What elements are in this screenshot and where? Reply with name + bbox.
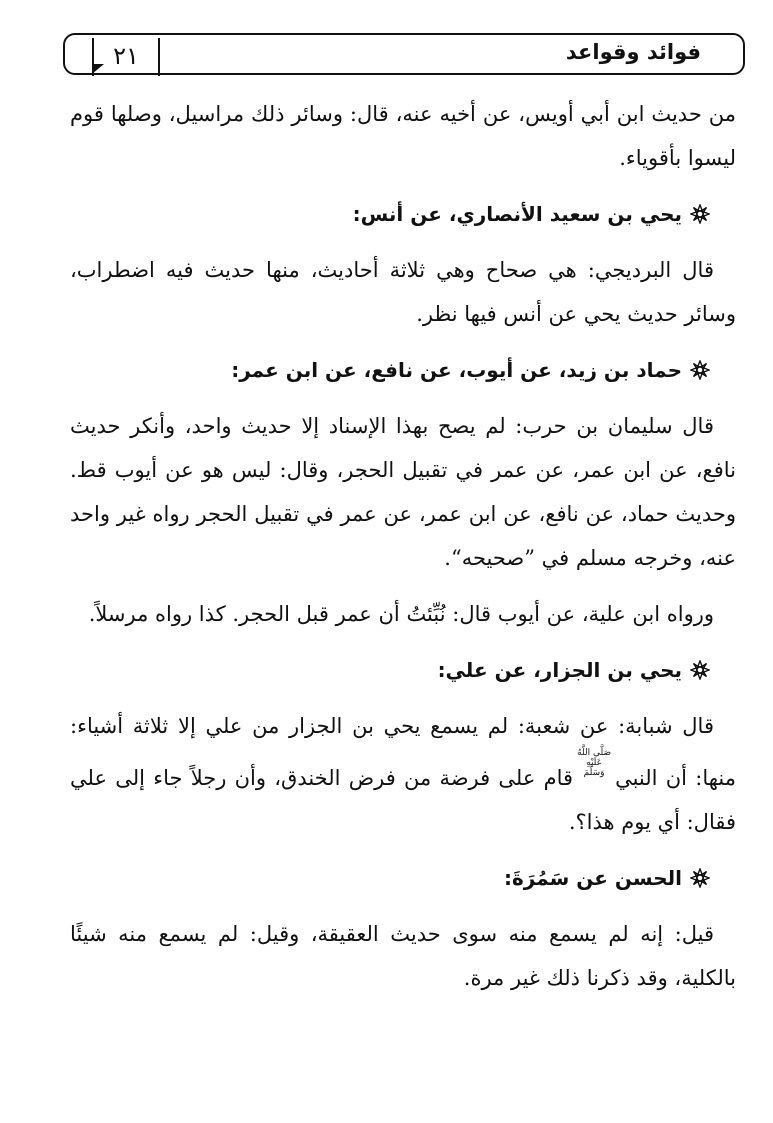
paragraph — [70, 92, 736, 180]
section-heading — [70, 348, 736, 392]
paragraph — [70, 404, 736, 580]
page-body — [70, 92, 736, 1012]
paragraph-text: ورواه ابن علية، عن أيوب قال: نُبِّئتُ أن عمر قبل الحجر. كذا رواه مرسلاً. — [88, 602, 714, 626]
heading-text: يحي بن الجزار، عن علي: — [437, 658, 682, 682]
paragraph — [70, 912, 736, 1000]
paragraph-text: من حديث ابن أبي أويس، عن أخيه عنه، قال: وسائر ذلك مراسيل، وصلها قوم ليسوا بأقوياء. — [70, 102, 736, 170]
section-heading — [70, 856, 736, 900]
paragraph-text: قال سليمان بن حرب: لم يصح بهذا الإسناد إلا حديث واحد، وأنكر حديث نافع، عن ابن عمر، عن عمر في تقبيل الحجر، وقال: ليس هو عن أيوب قط. وحديث حماد، عن نافع، عن ابن عمر، عن عمر في تقبيل الحجر رواه غير واحد عنه، وخرجه مسلم في ”صحيحه“. — [70, 414, 736, 570]
section-heading — [70, 192, 736, 236]
paragraph-text: قام على فرضة من فرض الخندق، وأن رجلاً جاء إلى علي فقال: أي يوم هذا؟. — [70, 766, 736, 834]
flower-ornament-icon — [690, 660, 710, 680]
paragraph — [70, 592, 736, 636]
paragraph-text: قال البرديجي: هي صحاح وهي ثلاثة أحاديث، منها حديث فيه اضطراب، وسائر حديث يحي عن أنس فيها نظر. — [70, 258, 736, 326]
heading-text: يحي بن سعيد الأنصاري، عن أنس: — [352, 202, 682, 226]
paragraph — [70, 248, 736, 336]
paragraph-text: قال شبابة: عن شعبة: لم يسمع يحي بن الجزار من علي إلا ثلاثة أشياء: منها: أن النبي — [70, 714, 736, 790]
heading-text: الحسن عن سَمُرَةَ: — [503, 866, 682, 890]
section-heading — [70, 648, 736, 692]
flower-ornament-icon — [690, 204, 710, 224]
heading-text: حماد بن زيد، عن أيوب، عن نافع، عن ابن عمر: — [231, 358, 682, 382]
honorific-glyph: صَلَّى اللَّهُ عَلَيْهِ وَسَلَّمَ — [577, 748, 612, 778]
page-number: ٢١ — [113, 42, 139, 70]
paragraph — [70, 704, 736, 844]
page-tab-tail — [92, 64, 104, 74]
flower-ornament-icon — [690, 868, 710, 888]
flower-ornament-icon — [690, 360, 710, 380]
paragraph-text: قيل: إنه لم يسمع منه سوى حديث العقيقة، وقيل: لم يسمع منه شيئًا بالكلية، وقد ذكرنا ذلك غير مرة. — [70, 922, 736, 990]
running-header-title: فوائد وقواعد — [565, 40, 701, 64]
